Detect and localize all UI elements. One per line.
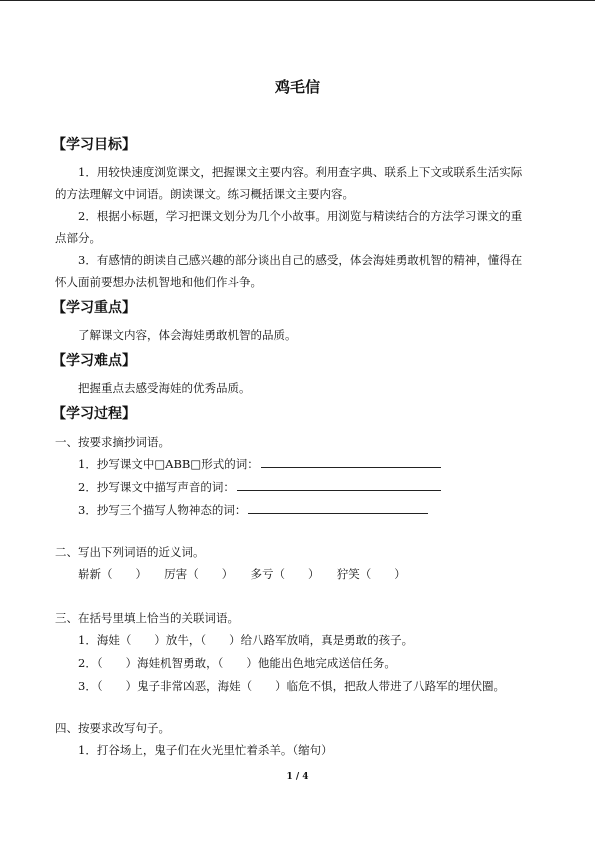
part3-q1: 1．海娃（ ）放牛，（ ）给八路军放哨，真是勇敢的孩子。 [78,633,414,647]
goal-line-5: 3．有感情的朗读自己感兴趣的部分谈出自己的感受，体会海娃勇敢机智的精神，懂得在 [78,253,523,267]
part3-q2: 2．（ ）海娃机智勇敢，（ ）他能出色地完成送信任务。 [78,656,396,670]
answer-blank[interactable] [248,501,428,514]
part1-q3 [78,499,428,521]
part2-title: 二、写出下列词语的近义词。 [55,545,205,559]
top-border-line [0,0,595,1]
goal-line-3: 2．根据小标题，学习把课文划分为几个小故事。用浏览与精读结合的方法学习课文的重 [78,209,523,223]
part1-title: 一、按要求摘抄词语。 [55,435,170,449]
goal-line-1: 1．用较快速度浏览课文，把握课文主要内容。利用查字典、联系上下文或联系生活实际 [78,165,523,179]
part1-q2-text: 2．抄写课文中描写声音的词： [78,480,235,494]
part1-q1 [78,453,441,475]
goal-line-6: 怀人面前要想办法机智地和他们作斗争。 [55,275,262,289]
key-points-text: 了解课文内容，体会海娃勇敢机智的品质。 [78,328,297,342]
page-number: 1 / 4 [286,772,309,782]
part1-q2 [78,476,441,498]
part3-q3: 3．（ ）鬼子非常凶恶，海娃（ ）临危不惧，把敌人带进了八路军的埋伏圈。 [78,679,506,693]
part2-words: 崭新（ ） 厉害（ ） 多亏（ ） 狞笑（ ） [78,567,406,581]
part4-title: 四、按要求改写句子。 [55,721,170,735]
heading-key-points: 【学习重点】 [52,300,136,316]
difficulties-text: 把握重点去感受海娃的优秀品质。 [78,381,251,395]
answer-blank[interactable] [261,455,441,468]
heading-difficulties: 【学习难点】 [52,353,136,369]
part3-title: 三、在括号里填上恰当的关联词语。 [55,611,239,625]
goal-line-2: 的方法理解文中词语。朗读课文。练习概括课文主要内容。 [55,187,354,201]
goal-line-4: 点部分。 [55,231,101,245]
heading-goals: 【学习目标】 [52,137,136,153]
part1-q1-text: 1．抄写课文中□ABB□形式的词： [78,457,259,471]
heading-process: 【学习过程】 [52,406,136,422]
page-title: 鸡毛信 [274,78,320,96]
answer-blank[interactable] [237,478,441,491]
part4-q1: 1．打谷场上，鬼子们在火光里忙着杀羊。（缩句） [78,743,333,757]
part1-q3-text: 3．抄写三个描写人物神态的词： [78,503,247,517]
